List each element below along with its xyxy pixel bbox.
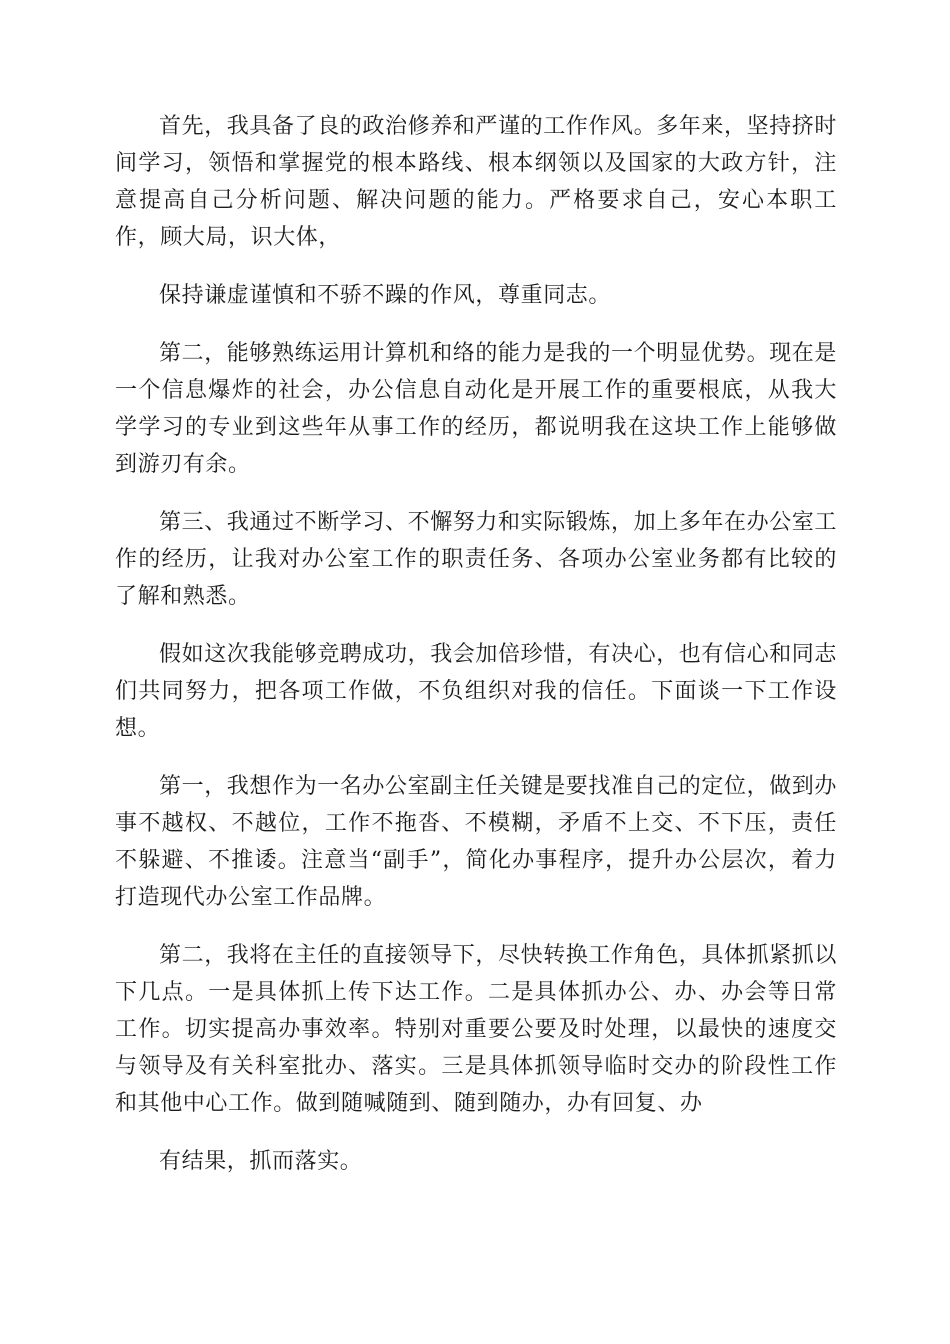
paragraph-3: 第二，能够熟练运用计算机和络的能力是我的一个明显优势。现在是一个信息爆炸的社会，办公信息自动化是开展工作的重要根底，从我大学学习的专业到这些年从事工作的经历，都说明我在这块工作上能够做到游刃有余。 <box>115 341 838 477</box>
document-body <box>115 108 837 1201</box>
paragraph-6: 第一，我想作为一名办公室副主任关键是要找准自己的定位，做到办事不越权、不越位，工作不拖沓、不模糊，矛盾不上交、不下压，责任不躲避、不推诿。注意当“副手”，简化办事程序，提升办公层次，着力打造现代办公室工作品牌。 <box>115 774 838 910</box>
paragraph-5: 假如这次我能够竞聘成功，我会加倍珍惜，有决心，也有信心和同志们共同努力，把各项工作做，不负组织对我的信任。下面谈一下工作设想。 <box>115 642 838 741</box>
paragraph-8: 有结果，抓而落实。 <box>159 1149 363 1174</box>
paragraph-4: 第三、我通过不断学习、不懈努力和实际锻炼，加上多年在办公室工作的经历，让我对办公室工作的职责任务、各项办公室业务都有比较的了解和熟悉。 <box>115 510 838 609</box>
paragraph-1: 首先，我具备了良的政治修养和严谨的工作作风。多年来，坚持挤时间学习，领悟和掌握党的根本路线、根本纲领以及国家的大政方针，注意提高自己分析问题、解决问题的能力。严格要求自己，安心本职工作，顾大局，识大体， <box>115 114 838 250</box>
paragraph-2: 保持谦虚谨慎和不骄不躁的作风，尊重同志。 <box>159 283 612 308</box>
paragraph-7: 第二，我将在主任的直接领导下，尽快转换工作角色，具体抓紧抓以下几点。一是具体抓上传下达工作。二是具体抓办公、办、办会等日常工作。切实提高办事效率。特别对重要公要及时处理，以最快的速度交与领导及有关科室批办、落实。三是具体抓领导临时交办的阶段性工作和其他中心工作。做到随喊随到、随到随办，办有回复、办 <box>115 943 838 1116</box>
